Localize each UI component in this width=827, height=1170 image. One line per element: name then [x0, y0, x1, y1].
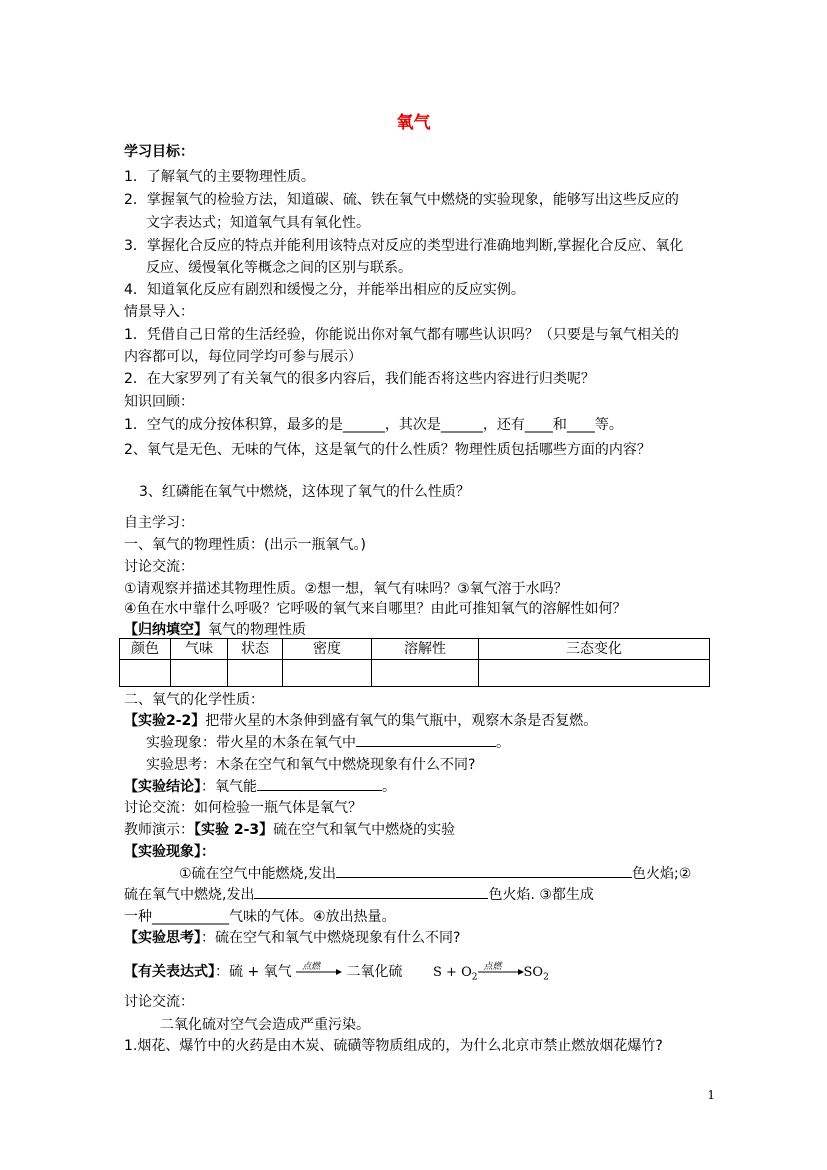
- discussion-item: ①请观察并描述其物理性质。②想一想，氧气有味吗？③氧气溶于水吗？: [124, 581, 568, 597]
- expression-tag: 【有关表达式】: [124, 964, 215, 980]
- word-equation-product: 二氧化硫: [346, 964, 403, 980]
- phenomenon-tag: 【实验现象】: [124, 844, 201, 860]
- table-header-cell: 状态: [228, 639, 283, 660]
- formula-product: [523, 965, 549, 983]
- sulfur-text: ①硫在空气中能燃烧,发出: [179, 866, 337, 882]
- goal-item: 4．知道氧化反应有剧烈和缓慢之分，并能举出相应的反应实例。: [124, 282, 525, 298]
- reaction-arrow-icon: [296, 962, 342, 979]
- physical-properties-heading: 一、氧气的物理性质：(出示一瓶氧气。): [124, 537, 366, 553]
- table-cell[interactable]: [479, 660, 710, 687]
- demo-tag: 【实验 2-3】: [194, 822, 274, 838]
- experiment-thinking-2: [124, 928, 460, 948]
- chemical-properties-heading: 二、氧气的化学性质：: [124, 692, 264, 708]
- answer-blank[interactable]: [254, 885, 488, 899]
- fill-in-heading: [124, 620, 306, 640]
- table-cell[interactable]: [372, 660, 479, 687]
- table-cell[interactable]: [120, 660, 171, 687]
- page-number: 1: [707, 1088, 715, 1102]
- phenomenon-text: 实验现象：带火星的木条在氧气中: [146, 735, 356, 751]
- phenomenon-end: 。: [496, 735, 510, 751]
- table-header-cell: 三态变化: [479, 639, 710, 660]
- sulfur-text: 气味的气体。④放出热量。: [229, 909, 396, 925]
- discussion-heading-3: 讨论交流：: [124, 994, 194, 1010]
- reaction-condition: 点燃: [302, 962, 321, 972]
- document-title: 氧气: [396, 113, 431, 133]
- experiment-thinking: 实验思考：木条在空气和氧气中燃烧现象有什么不同?: [146, 757, 476, 773]
- sulfur-text: 色火焰. ③都生成: [488, 887, 594, 903]
- intro-item: 1．凭借自己日常的生活经验，你能说出你对氧气都有哪些认识吗？（只要是与氧气相关的: [124, 327, 679, 343]
- goal-item: 文字表达式；知道氧气具有氧化性。: [146, 215, 370, 231]
- table-header-cell: 密度: [283, 639, 372, 660]
- conclusion-text: ：氧气能: [201, 779, 257, 795]
- fireworks-question: 1.烟花、爆竹中的火药是由木炭、硫磺等物质组成的，为什么北京市禁止燃放烟花爆竹?: [124, 1038, 663, 1054]
- formula-so: SO: [523, 965, 544, 980]
- intro-item: 2．在大家罗列了有关氧气的很多内容后，我们能否将这些内容进行归类呢？: [124, 371, 595, 387]
- table-header-cell: 气味: [171, 639, 228, 660]
- review-heading: 知识回顾：: [124, 394, 194, 410]
- table-row: [120, 660, 710, 687]
- pollution-note: 二氧化硫对空气会造成严重污染。: [160, 1017, 370, 1033]
- review-question-2: 2、氧气是无色、无味的气体，这是氧气的什么性质？物理性质包括哪些方面的内容？: [124, 442, 651, 458]
- word-equation-reactants: ：硫 + 氧气: [215, 964, 292, 980]
- goal-item: 反应、缓慢氧化等概念之间的区别与联系。: [146, 260, 412, 276]
- phenomenon-heading: [124, 842, 215, 862]
- experiment-conclusion: [124, 777, 396, 797]
- goal-item: 2．掌握氧气的检验方法，知道碳、硫、铁在氧气中燃烧的实验现象，能够写出这些反应的: [124, 192, 679, 208]
- table-cell[interactable]: [283, 660, 372, 687]
- sulfur-line-1: [179, 864, 691, 884]
- sulfur-line-2: [124, 885, 594, 905]
- table-header-row: [120, 639, 710, 660]
- teacher-demo: [124, 820, 455, 840]
- fill-in-title: 氧气的物理性质: [208, 622, 306, 638]
- experiment-2-2: [124, 711, 597, 731]
- phenomenon-colon: ：: [201, 844, 215, 860]
- sulfur-line-3: [124, 907, 396, 927]
- formula-plus: +: [446, 965, 457, 980]
- formula-subscript: 2: [543, 972, 549, 983]
- sulfur-text: 一种: [124, 909, 152, 925]
- discussion-item: ④鱼在水中靠什么呼吸？它呼吸的氧气来自哪里？由此可推知氧气的溶解性如何？: [124, 601, 627, 617]
- formula-oxygen: O: [461, 965, 472, 980]
- discussion-check-oxygen: 讨论交流：如何检验一瓶气体是氧气？: [124, 800, 362, 816]
- table-cell[interactable]: [171, 660, 228, 687]
- chemical-equation: [433, 965, 478, 983]
- intro-heading: 情景导入：: [124, 304, 194, 320]
- answer-blank[interactable]: ___________: [152, 909, 229, 925]
- experiment-tag: 【实验2-2】: [124, 713, 206, 729]
- goal-item: 1．了解氧气的主要物理性质。: [124, 169, 315, 185]
- answer-blank[interactable]: [356, 733, 496, 747]
- thinking-text: ：硫在空气和氧气中燃烧现象有什么不同?: [201, 930, 461, 946]
- answer-blank[interactable]: [257, 777, 382, 791]
- physical-properties-table: [119, 638, 710, 687]
- table-header-cell: 溶解性: [372, 639, 479, 660]
- fill-in-tag: 【归纳填空】: [124, 622, 208, 638]
- reaction-condition: 点燃: [483, 962, 502, 972]
- goal-item: 3．掌握化合反应的特点并能利用该特点对反应的类型进行准确地判断,掌握化合反应、氧化: [124, 238, 684, 254]
- sulfur-text: 硫在氧气中燃烧,发出: [124, 887, 255, 903]
- conclusion-end: 。: [382, 779, 396, 795]
- goals-heading: 学习目标：: [124, 144, 194, 160]
- discussion-heading: 讨论交流：: [124, 559, 194, 575]
- experiment-text: 把带火星的木条伸到盛有氧气的集气瓶中，观察木条是否复燃。: [205, 713, 598, 729]
- review-question-1: 1．空气的成分按体积算，最多的是______，其次是______，还有____和____等。: [124, 417, 623, 433]
- demo-label: 教师演示：: [124, 822, 194, 838]
- sulfur-text: 色火焰;②: [632, 866, 692, 882]
- formula-subscript: 2: [471, 972, 478, 983]
- formula-sulfur: S: [433, 965, 442, 980]
- thinking-tag: 【实验思考】: [124, 930, 201, 946]
- table-header-cell: 颜色: [120, 639, 171, 660]
- demo-text: 硫在空气和氧气中燃烧的实验: [273, 822, 456, 838]
- review-question-3: 3、红磷能在氧气中燃烧，这体现了氧气的什么性质？: [139, 484, 470, 500]
- reaction-arrow-icon: [478, 962, 524, 979]
- reaction-expression: [124, 962, 549, 988]
- self-study-heading: 自主学习：: [124, 515, 194, 531]
- table-cell[interactable]: [228, 660, 283, 687]
- experiment-phenomenon: [146, 733, 510, 753]
- answer-blank[interactable]: [336, 864, 632, 878]
- intro-item: 内容都可以，每位同学均可参与展示）: [124, 349, 362, 365]
- conclusion-tag: 【实验结论】: [124, 779, 201, 795]
